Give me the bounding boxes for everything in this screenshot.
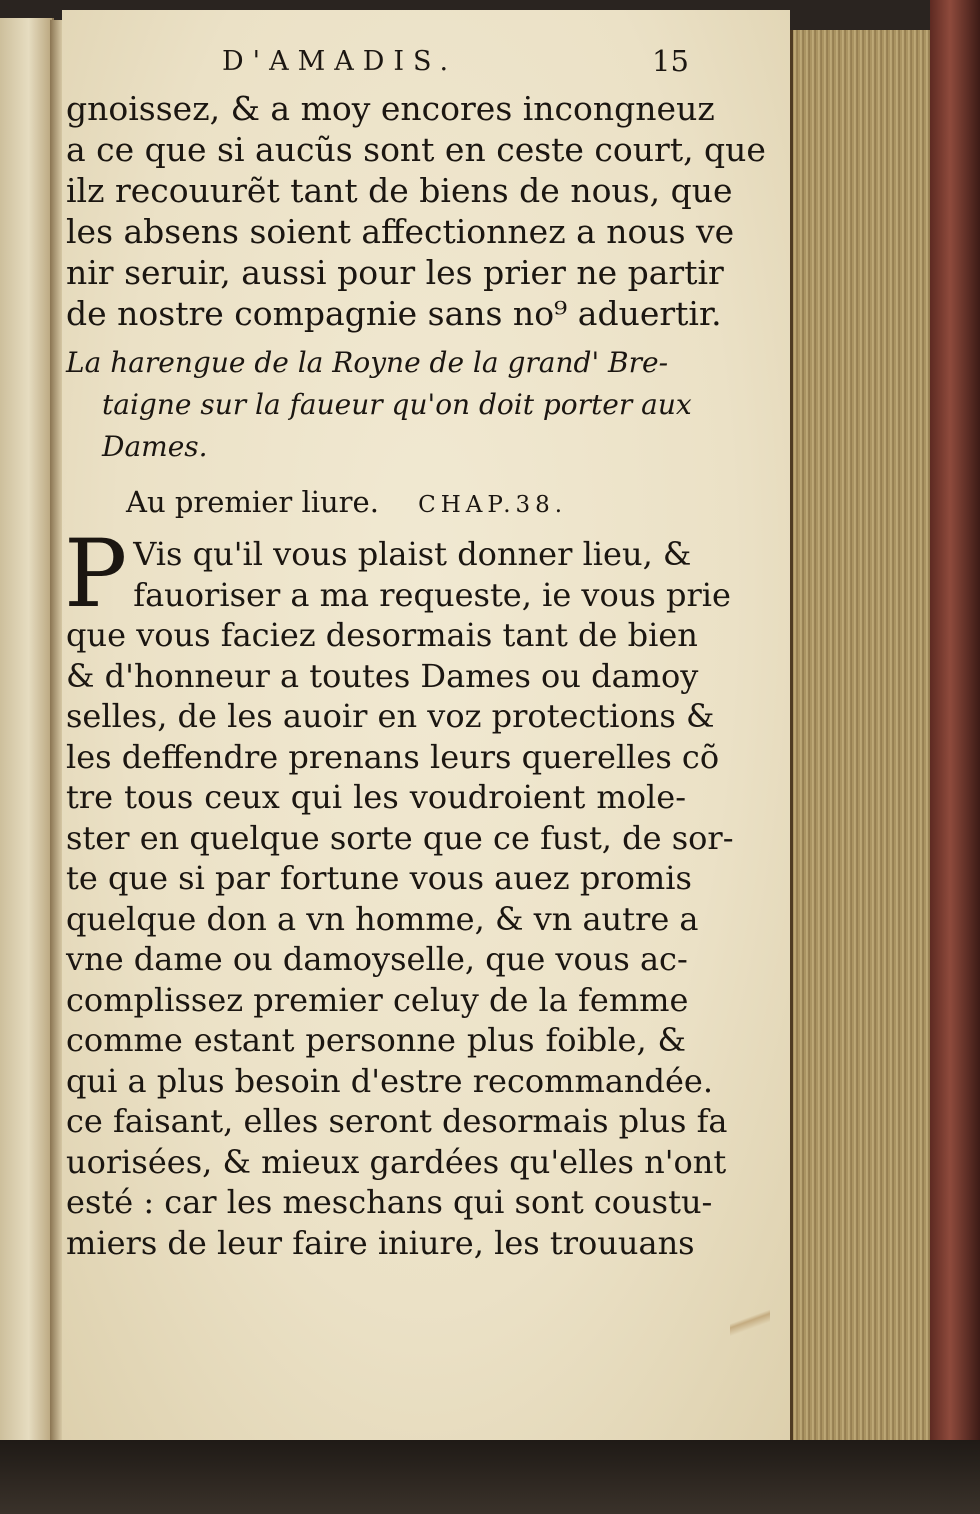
chapter-number: CHAP.38. <box>418 492 568 518</box>
text-line: qui a plus besoin d'estre recommandée. <box>66 1061 714 1100</box>
text-line: uorisées, & mieux gardées qu'elles n'ont <box>66 1142 727 1181</box>
text-block <box>64 88 766 1263</box>
text-line: esté : car les meschans qui sont coustu- <box>66 1183 713 1221</box>
text-line: comme estant personne plus foible, & <box>66 1021 686 1059</box>
book-cover-edge <box>930 0 980 1460</box>
chapter-label <box>66 474 686 530</box>
text-line: que vous faciez desormais tant de bien <box>66 616 698 654</box>
chapter-heading <box>66 342 692 468</box>
text-line: te que si par fortune vous auez promis <box>66 859 692 897</box>
heading-line: taigne sur la faueur qu'on doit porter aux <box>102 388 692 421</box>
text-line: ilz recouurẽt tant de biens de nous, que <box>66 171 733 210</box>
page-header <box>62 42 790 82</box>
background-shadow <box>0 1440 980 1514</box>
text-line: les deffendre prenans leurs querelles cõ <box>66 737 720 776</box>
text-line: tre tous ceux qui les voudroient mole- <box>66 778 686 816</box>
text-line: ster en quelque sorte que ce fust, de sor- <box>66 818 734 857</box>
text-line: selles, de les auoir en voz protections & <box>66 697 715 735</box>
running-head: D'AMADIS. <box>222 46 458 77</box>
heading-line: Dames. <box>102 430 208 463</box>
text-line: complissez premier celuy de la femme <box>66 980 689 1019</box>
body-paragraph <box>64 520 734 1263</box>
text-line: nir seruir, aussi pour les prier ne partir <box>66 253 724 292</box>
page-block-edges <box>790 30 933 1450</box>
book-label: Au premier liure. <box>126 485 379 519</box>
page-number: 15 <box>652 44 689 78</box>
heading-line: La harengue de la Royne de la grand' Bre- <box>66 346 669 379</box>
text-line: les absens soient affectionnez a nous ve <box>66 212 735 251</box>
text-line: fauoriser a ma requeste, ie vous prie <box>133 575 731 614</box>
text-line: gnoissez, & a moy encores incongneuz <box>66 89 715 128</box>
paper-stain <box>730 1290 770 1360</box>
continuation-paragraph <box>66 88 766 334</box>
text-line: a ce que si aucũs sont en ceste court, que <box>66 130 766 169</box>
text-line: de nostre compagnie sans no⁹ aduertir. <box>66 294 722 333</box>
facing-page-edge <box>0 18 54 1448</box>
text-line: ce faisant, elles seront desormais plus fa <box>66 1102 728 1140</box>
text-line: miers de leur faire iniure, les trouuans <box>66 1223 695 1262</box>
text-line: Vis qu'il vous plaist donner lieu, & <box>133 535 692 573</box>
text-line: quelque don a vn homme, & vn autre a <box>66 899 699 938</box>
text-line: & d'honneur a toutes Dames ou damoy <box>66 656 699 695</box>
drop-cap: P <box>64 520 128 629</box>
text-line: vne dame ou damoyselle, que vous ac- <box>66 940 688 978</box>
